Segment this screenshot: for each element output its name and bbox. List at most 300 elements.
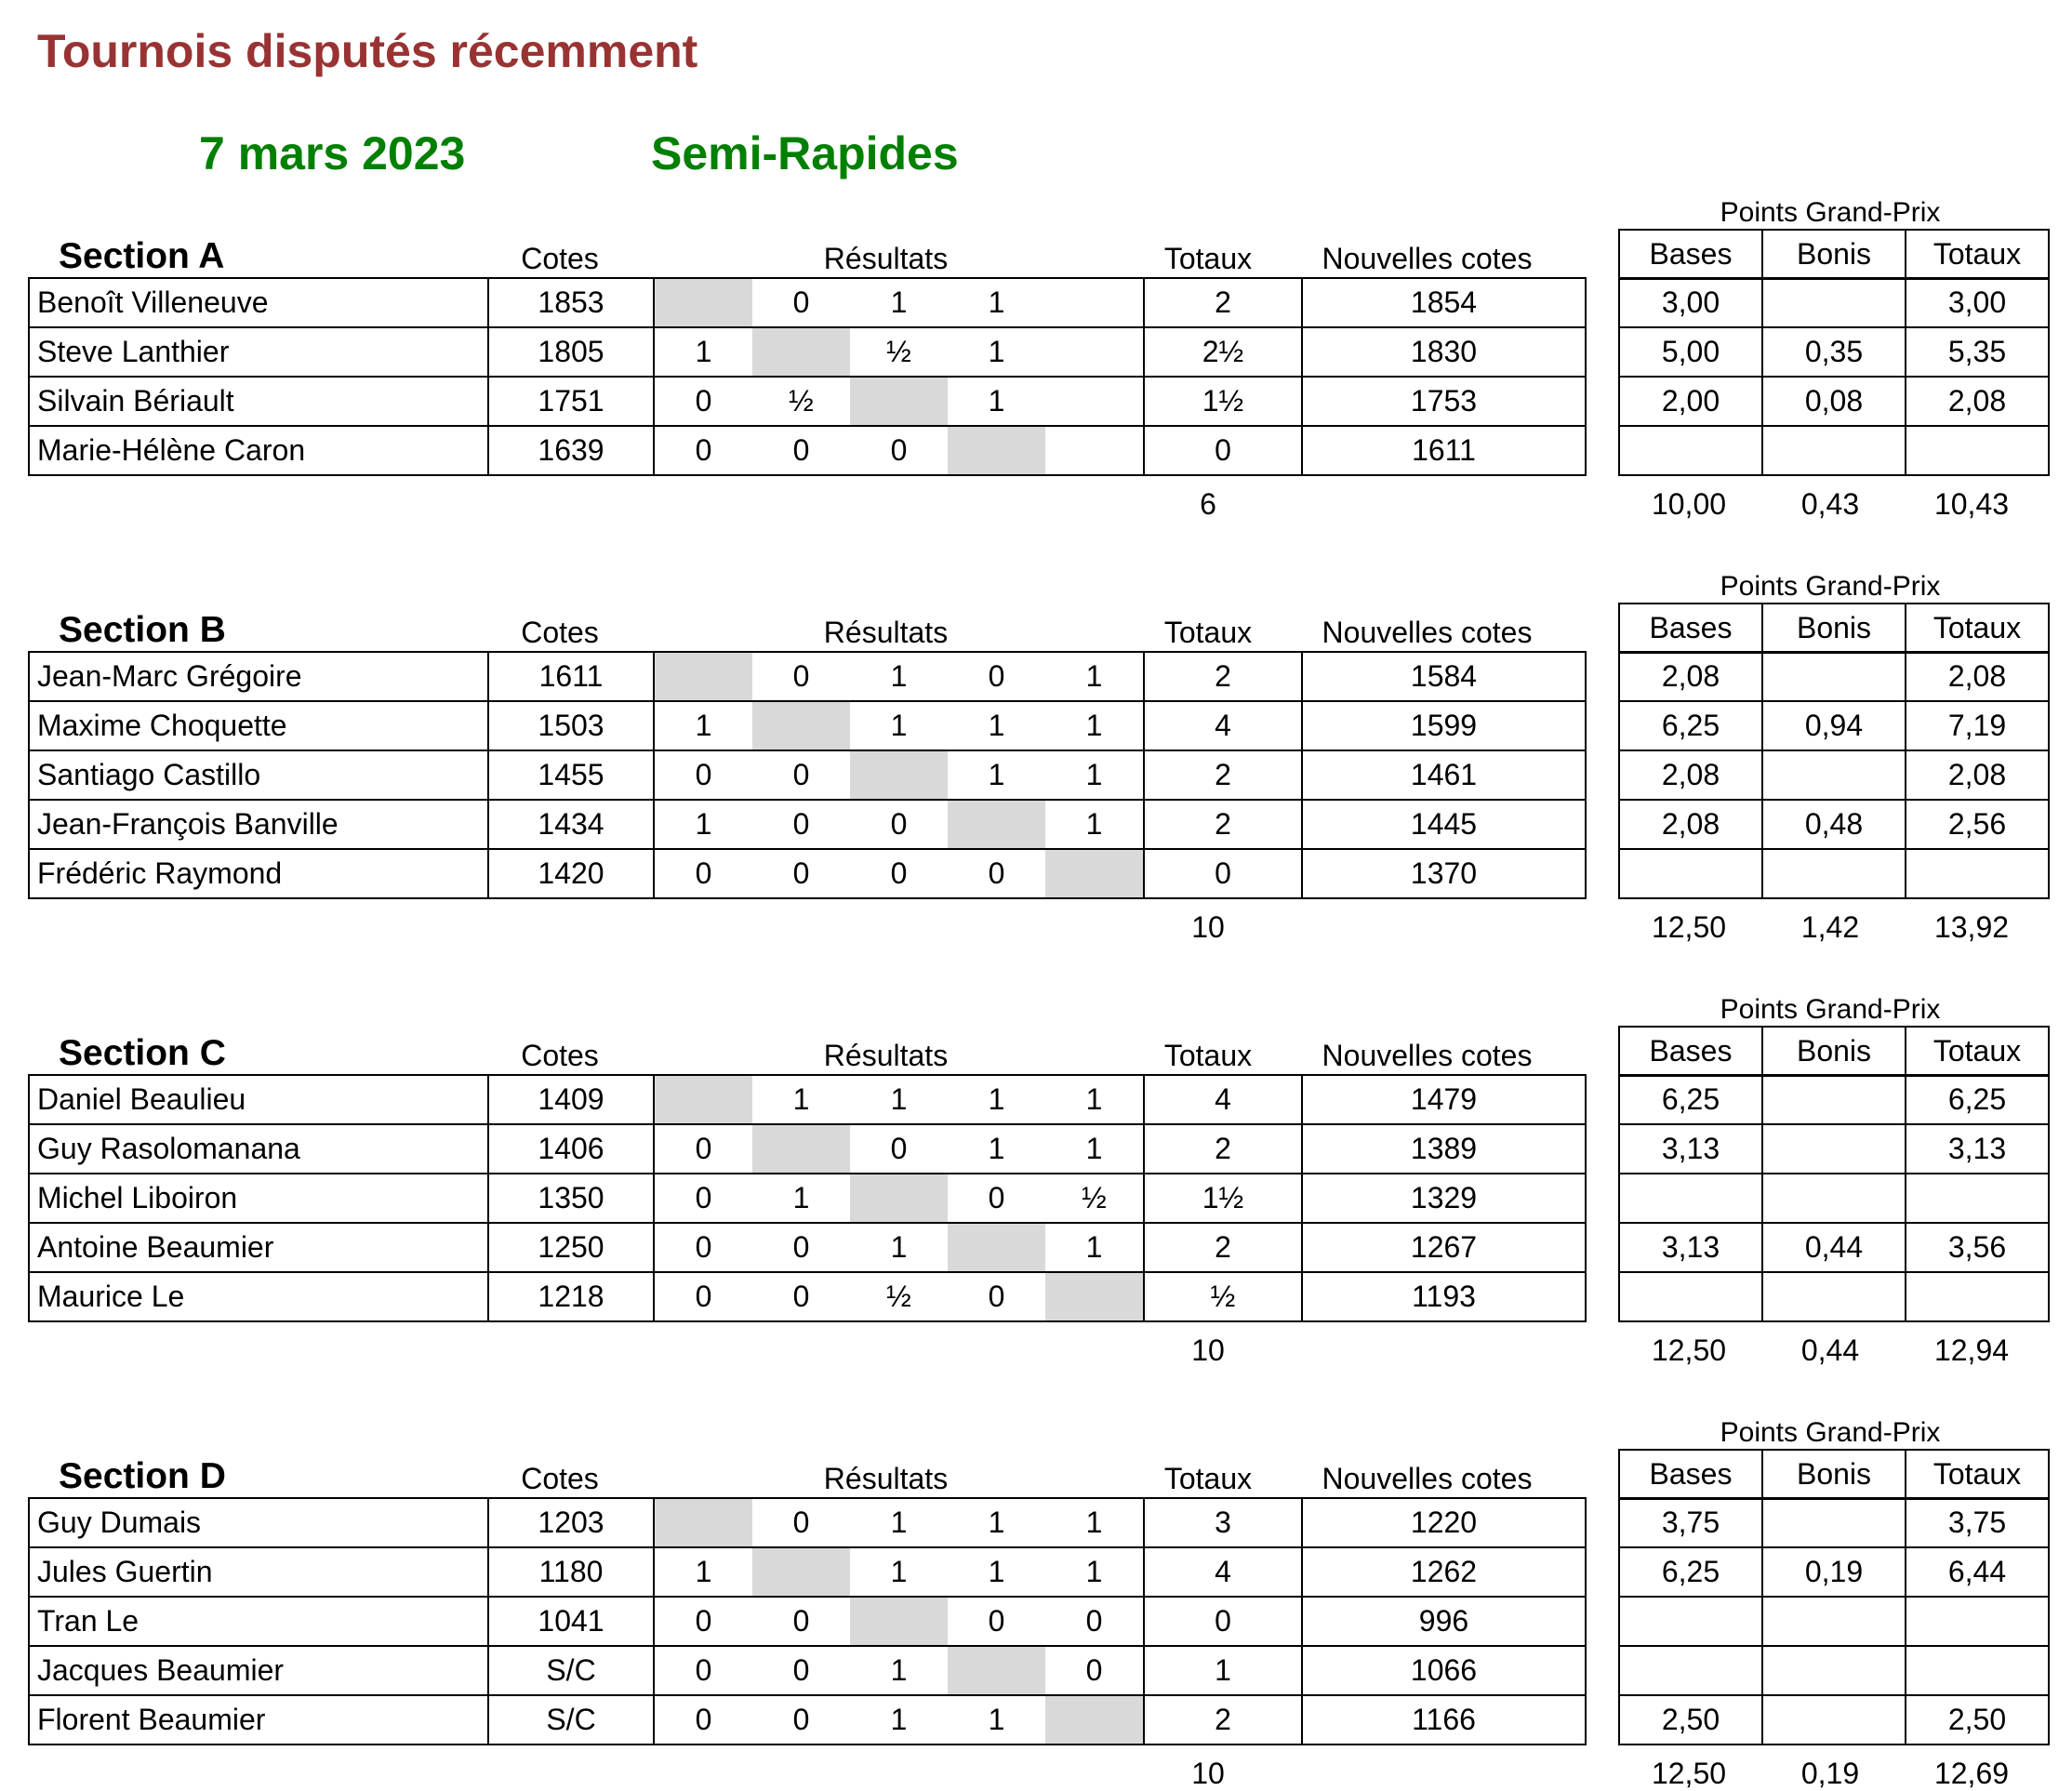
player-cote: 1805 bbox=[488, 327, 654, 377]
sum-gp-totaux: 10,43 bbox=[1933, 487, 2010, 521]
player-name: Guy Rasolomanana bbox=[29, 1124, 488, 1174]
result-cell: 1 bbox=[1045, 1547, 1144, 1597]
result-cell: 0 bbox=[948, 1272, 1045, 1321]
sum-totaux: 10 bbox=[1191, 910, 1225, 944]
result-cell: 1 bbox=[850, 1646, 948, 1695]
gp-bonis bbox=[1762, 278, 1906, 327]
sum-totaux: 10 bbox=[1191, 1757, 1225, 1790]
header-nouvelles-cotes: Nouvelles cotes bbox=[1322, 1462, 1533, 1495]
player-cote: 1751 bbox=[488, 377, 654, 426]
gp-total: 5,35 bbox=[1906, 327, 2049, 377]
sum-bases: 12,50 bbox=[1651, 910, 1727, 944]
result-cell: 0 bbox=[850, 426, 948, 475]
player-cote: 1218 bbox=[488, 1272, 654, 1321]
gp-bases bbox=[1619, 1646, 1762, 1695]
gp-header-bases: Bases bbox=[1619, 1450, 1762, 1499]
player-total: 2 bbox=[1144, 1223, 1302, 1272]
player-cote: 1611 bbox=[488, 652, 654, 701]
player-name: Florent Beaumier bbox=[29, 1695, 488, 1745]
gp-total: 2,56 bbox=[1906, 800, 2049, 849]
gp-total: 2,08 bbox=[1906, 750, 2049, 800]
result-cell: 1 bbox=[948, 1124, 1045, 1174]
result-cell: 0 bbox=[752, 1223, 850, 1272]
table-row bbox=[29, 1124, 1586, 1174]
gp-bonis bbox=[1762, 426, 1906, 475]
player-total: 4 bbox=[1144, 1075, 1302, 1124]
result-cell: 0 bbox=[948, 849, 1045, 898]
result-cell: 1 bbox=[1045, 1124, 1144, 1174]
self-cell bbox=[1045, 1695, 1144, 1745]
gp-total: 7,19 bbox=[1906, 701, 2049, 750]
gp-row bbox=[1619, 327, 2049, 377]
gp-bonis: 0,94 bbox=[1762, 701, 1906, 750]
gp-bases: 3,75 bbox=[1619, 1498, 1762, 1547]
result-cell: 1 bbox=[850, 278, 948, 327]
player-name: Maurice Le bbox=[29, 1272, 488, 1321]
self-cell bbox=[850, 377, 948, 426]
self-cell bbox=[850, 750, 948, 800]
grand-prix-header bbox=[1618, 603, 2050, 654]
player-new-cote: 1267 bbox=[1302, 1223, 1586, 1272]
result-cell: 0 bbox=[654, 849, 752, 898]
gp-bonis bbox=[1762, 1075, 1906, 1124]
player-name: Guy Dumais bbox=[29, 1498, 488, 1547]
result-cell: 0 bbox=[654, 426, 752, 475]
self-cell bbox=[948, 1646, 1045, 1695]
result-cell: 0 bbox=[654, 1597, 752, 1646]
result-cell: 0 bbox=[654, 377, 752, 426]
gp-row bbox=[1619, 1223, 2049, 1272]
grand-prix-title: Points Grand-Prix bbox=[1720, 994, 1941, 1025]
result-cell: 1 bbox=[1045, 701, 1144, 750]
gp-bases: 6,25 bbox=[1619, 1547, 1762, 1597]
section-c bbox=[0, 990, 2072, 1367]
gp-total: 2,08 bbox=[1906, 652, 2049, 701]
player-name: Santiago Castillo bbox=[29, 750, 488, 800]
gp-row bbox=[1619, 849, 2049, 898]
player-new-cote: 1262 bbox=[1302, 1547, 1586, 1597]
result-cell: 0 bbox=[1045, 1646, 1144, 1695]
result-cell: ½ bbox=[1045, 1174, 1144, 1223]
table-row bbox=[29, 849, 1586, 898]
gp-bases: 5,00 bbox=[1619, 327, 1762, 377]
result-cell: ½ bbox=[850, 327, 948, 377]
player-cote: 1350 bbox=[488, 1174, 654, 1223]
gp-bases: 6,25 bbox=[1619, 701, 1762, 750]
result-cell: 0 bbox=[654, 1646, 752, 1695]
gp-total: 6,44 bbox=[1906, 1547, 2049, 1597]
result-cell: ½ bbox=[850, 1272, 948, 1321]
table-row bbox=[29, 750, 1586, 800]
table-row bbox=[29, 327, 1586, 377]
result-cell: 1 bbox=[1045, 1223, 1144, 1272]
grand-prix-title: Points Grand-Prix bbox=[1720, 197, 1941, 228]
header-nouvelles-cotes: Nouvelles cotes bbox=[1322, 616, 1533, 649]
gp-row bbox=[1619, 426, 2049, 475]
result-cell: 1 bbox=[948, 327, 1045, 377]
player-name: Marie-Hélène Caron bbox=[29, 426, 488, 475]
sum-bonis: 0,44 bbox=[1800, 1333, 1860, 1367]
header-resultats: Résultats bbox=[823, 242, 949, 275]
gp-bonis bbox=[1762, 652, 1906, 701]
gp-bonis bbox=[1762, 1124, 1906, 1174]
player-new-cote: 996 bbox=[1302, 1597, 1586, 1646]
gp-header-gp-totaux: Totaux bbox=[1906, 1450, 2049, 1499]
gp-total: 6,25 bbox=[1906, 1075, 2049, 1124]
gp-row bbox=[1619, 701, 2049, 750]
table-row bbox=[29, 701, 1586, 750]
player-total: 1 bbox=[1144, 1646, 1302, 1695]
gp-bases: 3,00 bbox=[1619, 278, 1762, 327]
result-cell: 0 bbox=[752, 652, 850, 701]
player-new-cote: 1461 bbox=[1302, 750, 1586, 800]
gp-row bbox=[1619, 652, 2049, 701]
self-cell bbox=[752, 1547, 850, 1597]
result-cell: 1 bbox=[654, 327, 752, 377]
self-cell bbox=[948, 1223, 1045, 1272]
player-new-cote: 1611 bbox=[1302, 426, 1586, 475]
player-cote: S/C bbox=[488, 1695, 654, 1745]
header-cotes: Cotes bbox=[521, 616, 599, 649]
grand-prix-header bbox=[1618, 1026, 2050, 1077]
player-name: Jacques Beaumier bbox=[29, 1646, 488, 1695]
result-cell: 0 bbox=[850, 1124, 948, 1174]
player-cote: 1853 bbox=[488, 278, 654, 327]
result-cell: 0 bbox=[752, 750, 850, 800]
player-cote: 1180 bbox=[488, 1547, 654, 1597]
result-cell: 1 bbox=[654, 1547, 752, 1597]
table-row bbox=[29, 1646, 1586, 1695]
gp-header-bases: Bases bbox=[1619, 604, 1762, 653]
sum-gp-totaux: 13,92 bbox=[1933, 910, 2010, 944]
gp-row bbox=[1619, 1597, 2049, 1646]
result-cell: 1 bbox=[850, 1223, 948, 1272]
gp-bonis bbox=[1762, 849, 1906, 898]
grand-prix-table bbox=[1618, 277, 2050, 476]
result-cell: 1 bbox=[948, 750, 1045, 800]
gp-bases: 2,08 bbox=[1619, 800, 1762, 849]
gp-bonis bbox=[1762, 1498, 1906, 1547]
gp-row bbox=[1619, 800, 2049, 849]
gp-row bbox=[1619, 1272, 2049, 1321]
self-cell bbox=[752, 701, 850, 750]
result-cell: 0 bbox=[752, 1597, 850, 1646]
section-a bbox=[0, 193, 2072, 565]
player-new-cote: 1166 bbox=[1302, 1695, 1586, 1745]
tournament-type: Semi-Rapides bbox=[651, 127, 959, 179]
gp-total bbox=[1906, 849, 2049, 898]
gp-total: 2,50 bbox=[1906, 1695, 2049, 1745]
sum-bases: 12,50 bbox=[1651, 1757, 1727, 1790]
player-new-cote: 1599 bbox=[1302, 701, 1586, 750]
gp-bases: 2,08 bbox=[1619, 652, 1762, 701]
result-cell: 0 bbox=[752, 426, 850, 475]
player-total: 0 bbox=[1144, 849, 1302, 898]
section-label: Section D bbox=[59, 1456, 226, 1496]
table-row bbox=[29, 1547, 1586, 1597]
result-cell: 1 bbox=[1045, 750, 1144, 800]
gp-total bbox=[1906, 426, 2049, 475]
gp-bonis bbox=[1762, 750, 1906, 800]
gp-bonis bbox=[1762, 1272, 1906, 1321]
result-cell: 1 bbox=[948, 701, 1045, 750]
gp-row bbox=[1619, 278, 2049, 327]
header-totaux: Totaux bbox=[1163, 616, 1253, 649]
player-name: Silvain Bériault bbox=[29, 377, 488, 426]
gp-total bbox=[1906, 1646, 2049, 1695]
result-pad bbox=[1045, 327, 1144, 377]
player-name: Jean-Marc Grégoire bbox=[29, 652, 488, 701]
player-name: Daniel Beaulieu bbox=[29, 1075, 488, 1124]
gp-bonis bbox=[1762, 1174, 1906, 1223]
player-new-cote: 1854 bbox=[1302, 278, 1586, 327]
result-cell: 0 bbox=[654, 1272, 752, 1321]
gp-row bbox=[1619, 1124, 2049, 1174]
self-cell bbox=[654, 652, 752, 701]
sum-gp-totaux: 12,69 bbox=[1933, 1757, 2010, 1790]
player-new-cote: 1584 bbox=[1302, 652, 1586, 701]
player-total: 0 bbox=[1144, 426, 1302, 475]
player-total: 4 bbox=[1144, 701, 1302, 750]
grand-prix-title: Points Grand-Prix bbox=[1720, 1417, 1941, 1448]
header-resultats: Résultats bbox=[823, 616, 949, 649]
player-name: Benoît Villeneuve bbox=[29, 278, 488, 327]
player-name: Tran Le bbox=[29, 1597, 488, 1646]
self-cell bbox=[752, 327, 850, 377]
table-row bbox=[29, 800, 1586, 849]
header-resultats: Résultats bbox=[823, 1462, 949, 1495]
self-cell bbox=[654, 278, 752, 327]
results-table bbox=[28, 651, 1587, 899]
grand-prix-header bbox=[1618, 1449, 2050, 1500]
gp-bases: 3,13 bbox=[1619, 1223, 1762, 1272]
player-new-cote: 1329 bbox=[1302, 1174, 1586, 1223]
result-cell: 0 bbox=[752, 1498, 850, 1547]
result-cell: 0 bbox=[948, 652, 1045, 701]
gp-total: 3,00 bbox=[1906, 278, 2049, 327]
result-cell: 0 bbox=[752, 1695, 850, 1745]
tournament-date: 7 mars 2023 bbox=[199, 127, 466, 179]
sum-bonis: 0,19 bbox=[1800, 1757, 1860, 1790]
result-cell: 0 bbox=[654, 1124, 752, 1174]
gp-bonis: 0,35 bbox=[1762, 327, 1906, 377]
table-row bbox=[29, 1695, 1586, 1745]
sum-gp-totaux: 12,94 bbox=[1933, 1333, 2010, 1367]
gp-total bbox=[1906, 1174, 2049, 1223]
result-pad bbox=[1045, 426, 1144, 475]
results-table bbox=[28, 1074, 1587, 1322]
result-cell: 1 bbox=[850, 1498, 948, 1547]
table-row bbox=[29, 278, 1586, 327]
gp-bonis: 0,19 bbox=[1762, 1547, 1906, 1597]
self-cell bbox=[948, 800, 1045, 849]
player-name: Maxime Choquette bbox=[29, 701, 488, 750]
table-row bbox=[29, 377, 1586, 426]
result-cell: 0 bbox=[1045, 1597, 1144, 1646]
gp-header-bonis: Bonis bbox=[1762, 230, 1906, 279]
gp-row bbox=[1619, 377, 2049, 426]
grand-prix-table bbox=[1618, 651, 2050, 899]
sum-bases: 12,50 bbox=[1651, 1333, 1727, 1367]
self-cell bbox=[654, 1075, 752, 1124]
player-cote: 1250 bbox=[488, 1223, 654, 1272]
player-name: Jean-François Banville bbox=[29, 800, 488, 849]
gp-bases bbox=[1619, 849, 1762, 898]
player-total: 2 bbox=[1144, 1695, 1302, 1745]
gp-total: 3,75 bbox=[1906, 1498, 2049, 1547]
gp-header-bonis: Bonis bbox=[1762, 1450, 1906, 1499]
player-cote: 1639 bbox=[488, 426, 654, 475]
result-cell: 1 bbox=[654, 701, 752, 750]
grand-prix-table bbox=[1618, 1497, 2050, 1745]
gp-total bbox=[1906, 1272, 2049, 1321]
result-cell: 0 bbox=[850, 849, 948, 898]
self-cell bbox=[1045, 1272, 1144, 1321]
gp-row bbox=[1619, 1646, 2049, 1695]
result-cell: 0 bbox=[654, 1174, 752, 1223]
result-pad bbox=[1045, 377, 1144, 426]
result-cell: 1 bbox=[654, 800, 752, 849]
gp-bases bbox=[1619, 1597, 1762, 1646]
gp-row bbox=[1619, 750, 2049, 800]
player-cote: 1420 bbox=[488, 849, 654, 898]
gp-total: 3,56 bbox=[1906, 1223, 2049, 1272]
header-nouvelles-cotes: Nouvelles cotes bbox=[1322, 242, 1533, 275]
gp-bases: 2,50 bbox=[1619, 1695, 1762, 1745]
result-cell: 1 bbox=[1045, 800, 1144, 849]
gp-header-bases: Bases bbox=[1619, 1027, 1762, 1076]
player-total: 1½ bbox=[1144, 377, 1302, 426]
gp-total: 2,08 bbox=[1906, 377, 2049, 426]
grand-prix-header bbox=[1618, 229, 2050, 280]
gp-row bbox=[1619, 1174, 2049, 1223]
gp-row bbox=[1619, 1547, 2049, 1597]
self-cell bbox=[850, 1597, 948, 1646]
gp-bases: 2,00 bbox=[1619, 377, 1762, 426]
sum-bases: 10,00 bbox=[1651, 487, 1727, 521]
player-total: 2 bbox=[1144, 800, 1302, 849]
player-new-cote: 1479 bbox=[1302, 1075, 1586, 1124]
gp-bases bbox=[1619, 426, 1762, 475]
table-row bbox=[29, 652, 1586, 701]
self-cell bbox=[948, 426, 1045, 475]
player-total: 2 bbox=[1144, 278, 1302, 327]
result-cell: 1 bbox=[948, 278, 1045, 327]
table-row bbox=[29, 1075, 1586, 1124]
player-cote: 1434 bbox=[488, 800, 654, 849]
player-total: 2 bbox=[1144, 652, 1302, 701]
result-cell: 1 bbox=[850, 1695, 948, 1745]
result-cell: 1 bbox=[948, 377, 1045, 426]
header-totaux: Totaux bbox=[1163, 1462, 1253, 1495]
sum-bonis: 1,42 bbox=[1800, 910, 1860, 944]
player-cote: 1455 bbox=[488, 750, 654, 800]
player-cote: 1503 bbox=[488, 701, 654, 750]
gp-bases bbox=[1619, 1272, 1762, 1321]
header-totaux: Totaux bbox=[1163, 242, 1253, 275]
page-title: Tournois disputés récemment bbox=[37, 25, 698, 77]
gp-header-bonis: Bonis bbox=[1762, 604, 1906, 653]
player-name: Michel Liboiron bbox=[29, 1174, 488, 1223]
player-cote: 1203 bbox=[488, 1498, 654, 1547]
player-new-cote: 1066 bbox=[1302, 1646, 1586, 1695]
result-cell: 0 bbox=[752, 1272, 850, 1321]
result-cell: 1 bbox=[948, 1075, 1045, 1124]
player-total: 2 bbox=[1144, 750, 1302, 800]
results-table bbox=[28, 1497, 1587, 1745]
gp-row bbox=[1619, 1075, 2049, 1124]
gp-bonis: 0,44 bbox=[1762, 1223, 1906, 1272]
result-cell: 1 bbox=[850, 652, 948, 701]
player-cote: 1041 bbox=[488, 1597, 654, 1646]
self-cell bbox=[850, 1174, 948, 1223]
result-cell: 1 bbox=[850, 701, 948, 750]
result-cell: 0 bbox=[654, 1695, 752, 1745]
result-cell: 0 bbox=[654, 1223, 752, 1272]
result-cell: 1 bbox=[752, 1174, 850, 1223]
gp-total bbox=[1906, 1597, 2049, 1646]
gp-bases: 2,08 bbox=[1619, 750, 1762, 800]
gp-total: 3,13 bbox=[1906, 1124, 2049, 1174]
grand-prix-table bbox=[1618, 1074, 2050, 1322]
player-cote: 1409 bbox=[488, 1075, 654, 1124]
header-cotes: Cotes bbox=[521, 242, 599, 275]
gp-row bbox=[1619, 1498, 2049, 1547]
player-total: 0 bbox=[1144, 1597, 1302, 1646]
player-cote: S/C bbox=[488, 1646, 654, 1695]
table-row bbox=[29, 1223, 1586, 1272]
grand-prix-title: Points Grand-Prix bbox=[1720, 571, 1941, 602]
section-label: Section C bbox=[59, 1033, 226, 1073]
gp-header-gp-totaux: Totaux bbox=[1906, 230, 2049, 279]
header-nouvelles-cotes: Nouvelles cotes bbox=[1322, 1039, 1533, 1072]
player-name: Frédéric Raymond bbox=[29, 849, 488, 898]
sum-totaux: 6 bbox=[1200, 487, 1216, 521]
sum-totaux: 10 bbox=[1191, 1333, 1225, 1367]
player-total: 1½ bbox=[1144, 1174, 1302, 1223]
header-cotes: Cotes bbox=[521, 1039, 599, 1072]
result-cell: 1 bbox=[1045, 652, 1144, 701]
gp-bonis: 0,08 bbox=[1762, 377, 1906, 426]
player-total: 2 bbox=[1144, 1124, 1302, 1174]
player-name: Steve Lanthier bbox=[29, 327, 488, 377]
player-total: ½ bbox=[1144, 1272, 1302, 1321]
gp-header-gp-totaux: Totaux bbox=[1906, 1027, 2049, 1076]
gp-header-gp-totaux: Totaux bbox=[1906, 604, 2049, 653]
header-cotes: Cotes bbox=[521, 1462, 599, 1495]
gp-row bbox=[1619, 1695, 2049, 1745]
result-cell: 1 bbox=[948, 1547, 1045, 1597]
section-d bbox=[0, 1413, 2072, 1790]
player-total: 3 bbox=[1144, 1498, 1302, 1547]
result-cell: 1 bbox=[948, 1498, 1045, 1547]
self-cell bbox=[1045, 849, 1144, 898]
result-cell: 0 bbox=[752, 1646, 850, 1695]
gp-bonis bbox=[1762, 1597, 1906, 1646]
result-cell: 0 bbox=[752, 849, 850, 898]
result-cell: 1 bbox=[1045, 1075, 1144, 1124]
section-b bbox=[0, 567, 2072, 944]
result-cell: 0 bbox=[850, 800, 948, 849]
gp-bases bbox=[1619, 1174, 1762, 1223]
gp-bonis: 0,48 bbox=[1762, 800, 1906, 849]
gp-header-bases: Bases bbox=[1619, 230, 1762, 279]
section-label: Section A bbox=[59, 236, 225, 276]
player-name: Jules Guertin bbox=[29, 1547, 488, 1597]
result-cell: ½ bbox=[752, 377, 850, 426]
gp-bases: 3,13 bbox=[1619, 1124, 1762, 1174]
player-new-cote: 1220 bbox=[1302, 1498, 1586, 1547]
